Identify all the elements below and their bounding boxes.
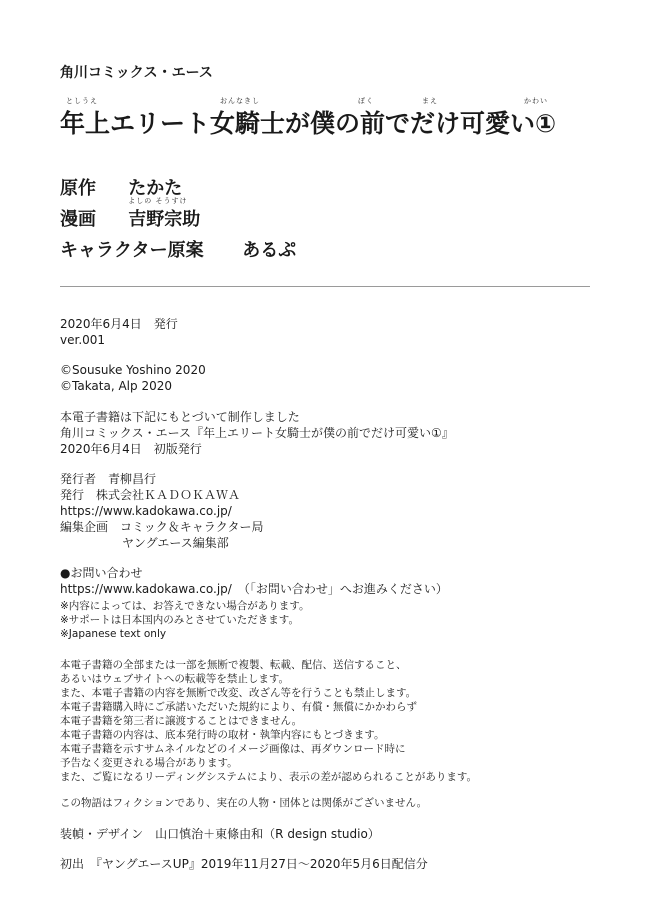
publisher-block	[60, 471, 264, 551]
publication-info	[60, 316, 178, 348]
credit-manga-ruby: よしの そうすけ	[128, 197, 188, 205]
publisher-line: 編集企画 コミック＆キャラクター局	[60, 520, 264, 534]
publisher-line: 発行者 青柳昌行	[60, 472, 157, 486]
credit-manga-role: 漫画	[60, 209, 96, 230]
imprint-label: 角川コミックス・エース	[60, 65, 213, 81]
credit-character-name: あるぷ	[242, 240, 297, 261]
credit-manga	[60, 197, 201, 231]
title-ruby-4: まえ	[422, 97, 438, 105]
publication-date: 2020年6月4日 発行	[60, 317, 178, 331]
credit-character-role: キャラクター原案	[60, 240, 204, 261]
legal-line: 本電子書籍を第三者に譲渡することはできません。	[60, 715, 303, 727]
legal-line: 本電子書籍の内容は、底本発行時の取材・執筆内容にもとづきます。	[60, 729, 385, 741]
contact-block	[60, 565, 448, 597]
copyright-line: ©Takata, Alp 2020	[60, 379, 172, 393]
fiction-notice: この物語はフィクションであり、実在の人物・団体とは関係がございません。	[60, 797, 428, 809]
contact-heading: ●お問い合わせ	[60, 566, 143, 580]
legal-line: 予告なく変更される場合があります。	[60, 757, 238, 769]
legal-line: あるいはウェブサイトへの転載等を禁止します。	[60, 673, 290, 685]
book-title: 年上エリート女騎士が僕の前でだけ可愛い①	[60, 109, 557, 138]
contact-note: ※Japanese text only	[60, 628, 167, 640]
credit-original-name: たかた	[128, 178, 183, 199]
credit-original-role: 原作	[60, 178, 96, 199]
source-line: 角川コミックス・エース『年上エリート女騎士が僕の前でだけ可愛い①』	[60, 426, 454, 440]
title-ruby-5: かわい	[524, 97, 548, 105]
contact-note: ※内容によっては、お答えできない場合があります。	[60, 600, 310, 612]
credit-manga-name-wrap	[128, 197, 201, 231]
divider	[60, 286, 590, 287]
credit-character	[60, 236, 296, 262]
source-line: 本電子書籍は下記にもとづいて制作しました	[60, 410, 300, 424]
legal-line: また、本電子書籍の内容を無断で改変、改ざん等を行うことも禁止します。	[60, 687, 417, 699]
contact-note: ※サポートは日本国内のみとさせていただきます。	[60, 614, 299, 626]
title-ruby-3: ぼく	[358, 97, 374, 105]
version: ver.001	[60, 333, 106, 347]
title-ruby-1: としうえ	[66, 97, 98, 105]
publisher-line: 発行 株式会社ＫＡＤＯＫＡＷＡ	[60, 488, 241, 502]
legal-line: 本電子書籍を示すサムネイルなどのイメージ画像は、再ダウンロード時に	[60, 743, 406, 755]
design-credit: 装幀・デザイン 山口慎治＋東條由和（R design studio）	[60, 827, 380, 841]
contact-notes	[60, 599, 309, 641]
publisher-url[interactable]: https://www.kadokawa.co.jp/	[60, 504, 232, 518]
publisher-line: ヤングエース編集部	[122, 536, 229, 550]
source-line: 2020年6月4日 初版発行	[60, 442, 202, 456]
title-ruby-2: おんなきし	[220, 97, 260, 105]
legal-line: また、ご覧になるリーディングシステムにより、表示の差が認められることがあります。	[60, 771, 478, 783]
copyright-block	[60, 362, 206, 394]
credit-manga-name: 吉野宗助	[128, 209, 201, 230]
contact-url[interactable]: https://www.kadokawa.co.jp/ （「お問い合わせ」へお進みください）	[60, 582, 448, 596]
legal-line: 本電子書籍購入時にご承諾いただいた規約により、有償・無償にかかわらず	[60, 701, 417, 713]
legal-line: 本電子書籍の全部または一部を無断で複製、転載、配信、送信すること、	[60, 659, 407, 671]
legal-block	[60, 658, 477, 784]
first-publication: 初出 『ヤングエースUP』2019年11月27日～2020年5月6日配信分	[60, 857, 428, 871]
copyright-line: ©Sousuke Yoshino 2020	[60, 363, 206, 377]
source-block	[60, 409, 454, 457]
